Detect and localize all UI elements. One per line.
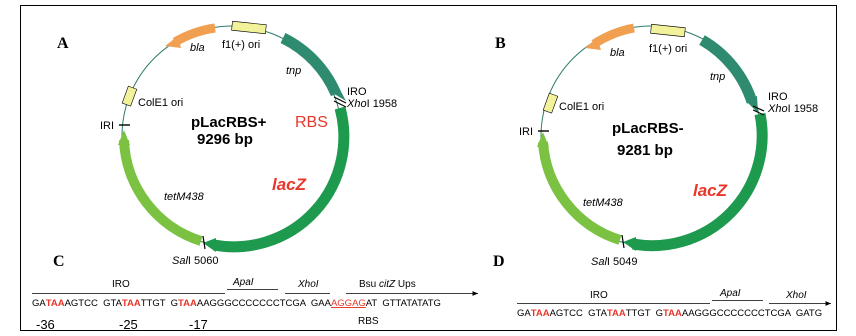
plasmid-b-tetM-arrow (543, 142, 620, 240)
plasmid-b-iri-label: IRI (519, 126, 534, 138)
plasmid-b-lacZ-label: lacZ (693, 181, 728, 200)
plasmid-a-colE1-label: ColE1 ori (138, 97, 184, 109)
panel-d-letter: D (493, 253, 505, 270)
plasmid-b-size: 9281 bp (617, 142, 673, 159)
panel-c-position-25: -25 (119, 317, 138, 332)
plasmid-b-iro-label: IRO (768, 91, 788, 103)
panel-c-position-36: -36 (36, 317, 55, 332)
plasmid-a-colE1-box (122, 86, 137, 106)
plasmid-b-f1-label: f1(+) ori (649, 43, 688, 55)
panel-c-letter: C (53, 253, 65, 270)
plasmid-b-tnp-label: tnp (710, 71, 726, 83)
plasmid-a-f1-box (232, 21, 267, 34)
panel-c-iro-label: IRO (112, 279, 130, 290)
panel-c-bsu-label: Bsu citZ Ups (359, 279, 416, 290)
panel-c (32, 253, 478, 332)
panel-c-xhoi-label: XhoI (298, 279, 319, 290)
plasmid-b-f1-box (651, 24, 686, 37)
plasmid-a-tetM-label: tetM438 (164, 191, 204, 203)
panel-d-sequence: GATAAAGTCC GTATAATTGT GTAAAAGGGCCCCCCCTCGA GATG (517, 308, 823, 319)
panel-a (57, 21, 397, 267)
plasmid-a-size: 9296 bp (197, 131, 253, 148)
plasmid-b-xhoi-label: XhoI 1958 (768, 103, 819, 115)
panel-b-letter: B (495, 35, 506, 52)
plasmid-a-rbs-label: RBS (295, 114, 328, 131)
panel-d-xhoi-label: XhoI (786, 290, 807, 301)
panel-a-letter: A (57, 35, 69, 52)
plasmid-b-sali-label: SalI 5049 (591, 256, 638, 268)
plasmid-a-f1-label: f1(+) ori (222, 39, 261, 51)
plasmid-a-tnp-label: tnp (286, 65, 302, 77)
panel-c-rbs-label: RBS (358, 316, 379, 327)
plasmid-b-colE1-label: ColE1 ori (559, 101, 605, 113)
plasmid-b-bla-label: bla (610, 47, 625, 59)
plasmid-a-lacZ-label: lacZ (272, 175, 307, 194)
plasmid-a-bla-label: bla (190, 42, 205, 54)
plasmid-a-xhoi-label: XhoI 1958 (347, 98, 398, 110)
panel-d (493, 253, 831, 319)
plasmid-a-sali-label: SalI 5060 (172, 255, 219, 267)
plasmid-b-bla-arrow (594, 28, 634, 44)
plasmid-a-iro-label: IRO (347, 86, 367, 98)
plasmid-b-sali-tick (622, 235, 624, 248)
panel-c-sequence: GATAAAGTCC GTATAATTGT GTAAAAGGGCCCCCCCTCGA GAAAGGAGAT GTTATATATG (32, 298, 441, 309)
plasmid-a-bla-arrow (175, 28, 215, 42)
plasmid-b-tetM-label: tetM438 (583, 197, 623, 209)
plasmid-b-name: pLacRBS- (612, 120, 684, 137)
panel-c-position-17: -17 (189, 317, 208, 332)
panel-d-apai-label: ApaI (720, 288, 741, 299)
plasmid-a-iri-label: IRI (100, 120, 115, 132)
panel-b (495, 24, 818, 268)
plasmid-a-name: pLacRBS+ (191, 114, 267, 131)
panel-d-iro-label: IRO (590, 290, 608, 301)
panel-c-apai-label: ApaI (233, 277, 254, 288)
plasmid-b-colE1-box (543, 93, 558, 113)
